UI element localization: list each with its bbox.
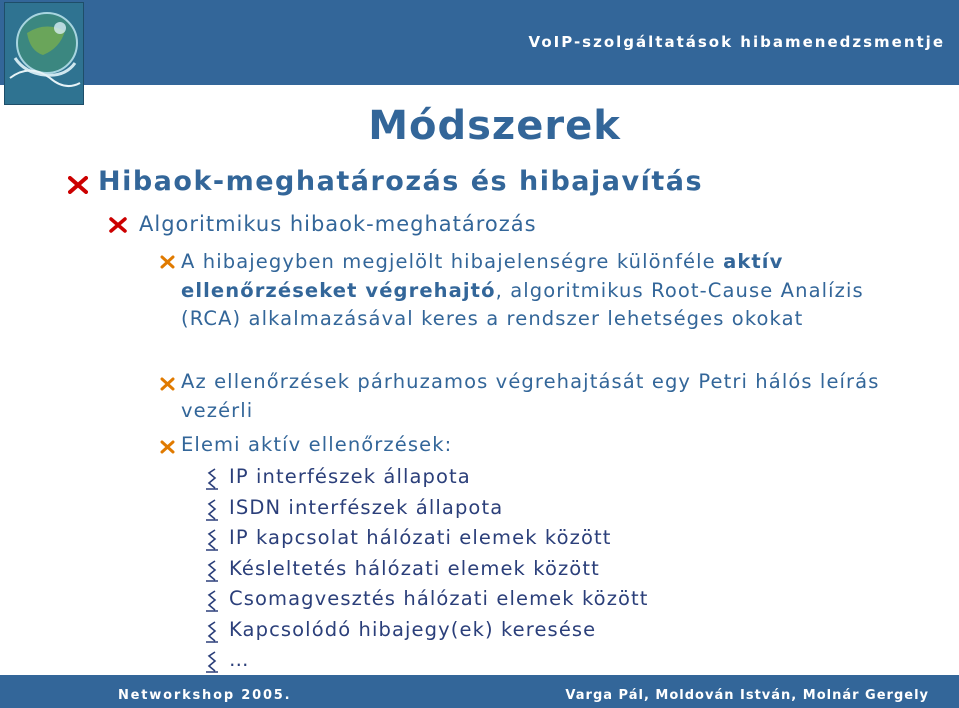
x-bullet-icon (109, 217, 127, 237)
x-bullet-icon (160, 254, 175, 273)
header-title: VoIP-szolgáltatások hibamenedzsmentje (528, 33, 945, 51)
check-item: ISDN interfészek állapota (229, 495, 504, 519)
level2-heading: Algoritmikus hibaok-meghatározás (139, 212, 537, 236)
check-item: IP interfészek állapota (229, 465, 471, 488)
footer-left-text: Networkshop 2005. (118, 688, 292, 703)
squiggle-bullet-icon (204, 620, 220, 648)
squiggle-bullet-icon (204, 650, 220, 678)
paragraph-rca-pre: A hibajegyben megjelölt hibajelenségre különféle (181, 250, 724, 273)
level1-heading: Hibaok-meghatározás és hibajavítás (98, 166, 704, 197)
paragraph-rca-post: , algoritmikus Root-Cause Analízis (RCA) alkalmazásával keres a rendszer lehetséges okokat (181, 278, 864, 330)
check-item: Csomagvesztés hálózati elemek között (229, 587, 649, 610)
x-bullet-icon (160, 376, 175, 395)
x-bullet-icon (68, 176, 88, 198)
paragraph-checks: Elemi aktív ellenőrzések: (181, 433, 453, 456)
x-bullet-icon (160, 439, 175, 458)
check-item: IP kapcsolat hálózati elemek között (229, 526, 612, 549)
paragraph-rca-bold: aktív ellenőrzéseket végrehajtó (181, 250, 784, 302)
paragraph-rca (181, 248, 901, 334)
footer-right-text: Varga Pál, Moldován István, Molnár Gergely (565, 688, 929, 703)
paragraph-petri: Az ellenőrzések párhuzamos végrehajtását egy Petri hálós leírás vezérli (181, 370, 880, 422)
check-item: Kapcsolódó hibajegy(ek) keresése (229, 617, 597, 641)
check-item: Késleltetés hálózati elemek között (229, 556, 600, 580)
squiggle-bullet-icon (204, 589, 220, 617)
check-item: … (229, 648, 250, 671)
squiggle-bullet-icon (204, 467, 220, 495)
squiggle-bullet-icon (204, 498, 220, 526)
squiggle-bullet-icon (204, 559, 220, 587)
squiggle-bullet-icon (204, 528, 220, 556)
globe-logo (4, 2, 84, 105)
slide-title: Módszerek (368, 103, 621, 149)
